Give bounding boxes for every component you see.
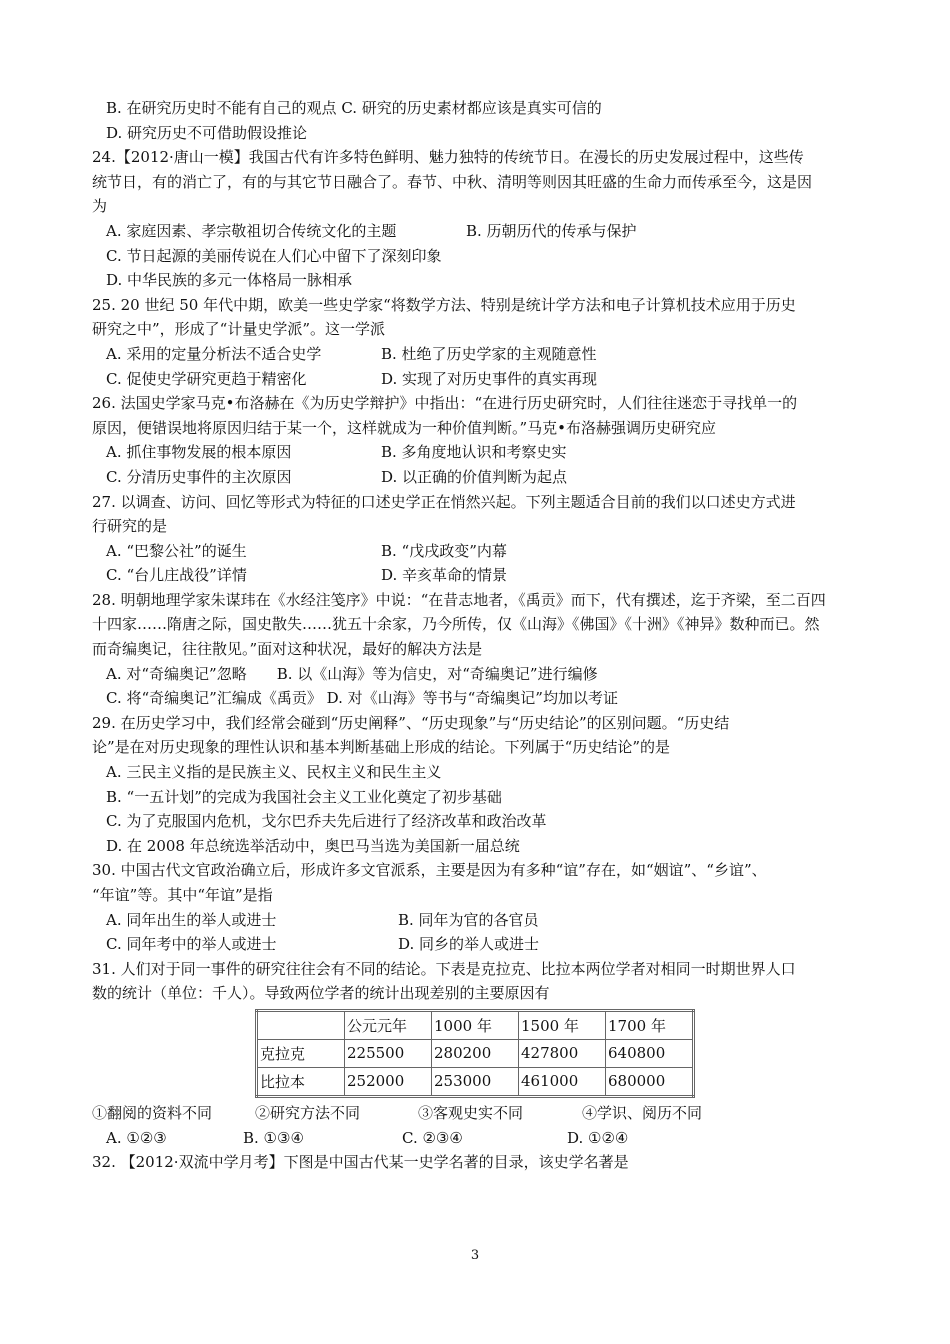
q25-stem-line2: 研究之中”，形成了“计量史学派”。这一学派 — [92, 320, 386, 339]
table-cell: 比拉本 — [257, 1067, 345, 1096]
q24-stem-line2: 统节日，有的消亡了，有的与其它节日融合了。春节、中秋、清明等则因其旺盛的生命力而传承至今，这是因 — [92, 172, 813, 191]
table-cell: 680000 — [606, 1067, 694, 1096]
q24-options-ab — [92, 219, 872, 244]
q27-stem-line1: 27. 以调查、访问、回忆等形式为特征的口述史学正在悄然兴起。下列主题适合目前的我们以口述史方式进 — [92, 492, 796, 511]
q30-options-cd — [92, 932, 872, 957]
q26-option-c: C. 分清历史事件的主次原因 — [106, 467, 292, 486]
q27-options-ab — [92, 539, 872, 564]
table-header-cell: 1500 年 — [519, 1010, 606, 1039]
q31-option-d: D. ①②④ — [567, 1128, 629, 1147]
q31-stem-line2: 数的统计（单位：千人）。导致两位学者的统计出现差别的主要原因有 — [92, 984, 550, 1003]
q24-option-b: B. 历朝历代的传承与保护 — [466, 221, 637, 240]
q27-options-cd — [92, 563, 872, 588]
q28-stem-line3: 而奇编奥记，往往散见。”面对这种状况，最好的解决方法是 — [92, 640, 483, 659]
q31-reason-2: ②研究方法不同 — [255, 1103, 361, 1122]
q26-options-ab — [92, 440, 872, 465]
q24-option-a: A. 家庭因素、孝宗敬祖切合传统文化的主题 — [106, 221, 397, 240]
table-header-cell — [257, 1010, 345, 1039]
page-number: 3 — [470, 1248, 480, 1263]
q28-stem-line2: 十四家……隋唐之际，国史散失……犹五十余家，乃今所传，仅《山海》《佛国》《十洲》《神异》数种而已。然 — [92, 615, 820, 634]
q31-reasons — [92, 1101, 872, 1126]
table-cell: 252000 — [345, 1067, 432, 1096]
q29-stem-line1: 29. 在历史学习中，我们经常会碰到“历史阐释”、“历史现象”与“历史结论”的区别问题。“历史结 — [92, 713, 730, 732]
table-cell: 427800 — [519, 1039, 606, 1067]
q29-option-b: B. “一五计划”的完成为我国社会主义工业化奠定了初步基础 — [106, 787, 502, 806]
table-cell: 253000 — [432, 1067, 519, 1096]
table-header-row — [257, 1010, 694, 1039]
q28-options-ab: A. 对“奇编奥记”忽略 B. 以《山海》等为信史，对“奇编奥记”进行编修 — [106, 664, 598, 683]
q31-reason-1: ①翻阅的资料不同 — [92, 1103, 213, 1122]
q25-option-c: C. 促使史学研究更趋于精密化 — [106, 369, 307, 388]
q31-reason-4: ④学识、阅历不同 — [582, 1103, 703, 1122]
table-header-cell: 1700 年 — [606, 1010, 694, 1039]
q30-option-a: A. 同年出生的举人或进士 — [106, 910, 277, 929]
q23-option-bc: B. 在研究历史时不能有自己的观点 C. 研究的历史素材都应该是真实可信的 — [106, 99, 602, 117]
q30-stem-line2: “年谊”等。其中“年谊”是指 — [92, 886, 273, 904]
q30-stem-line1: 30. 中国古代文官政治确立后，形成许多文官派系，主要是因为有多种“谊”存在，如“姻谊”、“乡谊”、 — [92, 861, 767, 880]
q26-stem-line1: 26. 法国史学家马克•布洛赫在《为历史学辩护》中指出：“在进行历史研究时，人们往往迷恋于寻找单一的 — [92, 394, 798, 413]
q24-stem-line3: 为 — [92, 197, 108, 216]
q26-option-a: A. 抓住事物发展的根本原因 — [106, 443, 292, 462]
q31-options — [92, 1126, 872, 1151]
table-cell: 克拉克 — [257, 1039, 345, 1067]
document-page — [92, 96, 872, 1175]
q25-stem-line1: 25. 20 世纪 50 年代中期，欧美一些史学家“将数学方法、特别是统计学方法和电子计算机技术应用于历史 — [92, 295, 796, 314]
q28-options-cd: C. 将“奇编奥记”汇编成《禹贡》 D. 对《山海》等书与“奇编奥记”均加以考证 — [106, 689, 618, 708]
q31-option-a: A. ①②③ — [106, 1128, 167, 1147]
q27-option-d: D. 辛亥革命的情景 — [381, 566, 508, 585]
population-table — [255, 1009, 695, 1098]
table-cell: 640800 — [606, 1039, 694, 1067]
q26-option-b: B. 多角度地认识和考察史实 — [381, 443, 567, 462]
table-cell: 225500 — [345, 1039, 432, 1067]
q30-option-d: D. 同乡的举人或进士 — [398, 935, 540, 954]
table-cell: 280200 — [432, 1039, 519, 1067]
q25-options-cd — [92, 367, 872, 392]
q24-option-c: C. 节日起源的美丽传说在人们心中留下了深刻印象 — [106, 246, 442, 265]
q31-option-c: C. ②③④ — [402, 1128, 463, 1147]
q31-reason-3: ③客观史实不同 — [418, 1103, 524, 1122]
q31-option-b: B. ①③④ — [243, 1128, 304, 1147]
q27-option-a: A. “巴黎公社”的诞生 — [106, 541, 247, 560]
q31-stem-line1: 31. 人们对于同一事件的研究往往会有不同的结论。下表是克拉克、比拉本两位学者对相同一时期世界人口 — [92, 959, 796, 978]
table-cell: 461000 — [519, 1067, 606, 1096]
q26-stem-line2: 原因，便错误地将原因归结于某一个，这样就成为一种价值判断。”马克•布洛赫强调历史研究应 — [92, 418, 717, 437]
q25-options-ab — [92, 342, 872, 367]
q26-options-cd — [92, 465, 872, 490]
q29-option-a: A. 三民主义指的是民族主义、民权主义和民生主义 — [106, 763, 442, 782]
q29-stem-line2: 论”是在对历史现象的理性认识和基本判断基础上形成的结论。下列属于“历史结论”的是 — [92, 738, 671, 757]
table-row — [257, 1039, 694, 1067]
q30-option-b: B. 同年为官的各官员 — [398, 910, 539, 929]
q24-stem-line1: 24.【2012·唐山一模】我国古代有许多特色鲜明、魅力独特的传统节日。在漫长的历史发展过程中，这些传 — [92, 148, 804, 167]
q30-options-ab — [92, 908, 872, 933]
q27-option-c: C. “台儿庄战役”详情 — [106, 566, 247, 585]
table-header-cell: 1000 年 — [432, 1010, 519, 1039]
q29-option-d: D. 在 2008 年总统选举活动中，奥巴马当选为美国新一届总统 — [106, 836, 520, 855]
q32-stem-line1: 32. 【2012·双流中学月考】下图是中国古代某一史学名著的目录，该史学名著是 — [92, 1153, 629, 1172]
q23-option-d: D. 研究历史不可借助假设推论 — [106, 123, 308, 142]
q25-option-a: A. 采用的定量分析法不适合史学 — [106, 344, 322, 363]
q26-option-d: D. 以正确的价值判断为起点 — [381, 467, 568, 486]
q24-option-d: D. 中华民族的多元一体格局一脉相承 — [106, 271, 353, 290]
q28-stem-line1: 28. 明朝地理学家朱谋玮在《水经注笺序》中说：“在昔志地者，《禹贡》而下，代有撰述，迄于齐梁，至二百四 — [92, 590, 826, 609]
q25-option-b: B. 杜绝了历史学家的主观随意性 — [381, 344, 597, 363]
q27-stem-line2: 行研究的是 — [92, 517, 168, 536]
q29-option-c: C. 为了克服国内危机，戈尔巴乔夫先后进行了经济改革和政治改革 — [106, 812, 547, 831]
q30-option-c: C. 同年考中的举人或进士 — [106, 935, 277, 954]
table-row — [257, 1067, 694, 1096]
q27-option-b: B. “戊戌政变”内幕 — [381, 541, 507, 560]
q25-option-d: D. 实现了对历史事件的真实再现 — [381, 369, 598, 388]
table-header-cell: 公元元年 — [345, 1010, 432, 1039]
